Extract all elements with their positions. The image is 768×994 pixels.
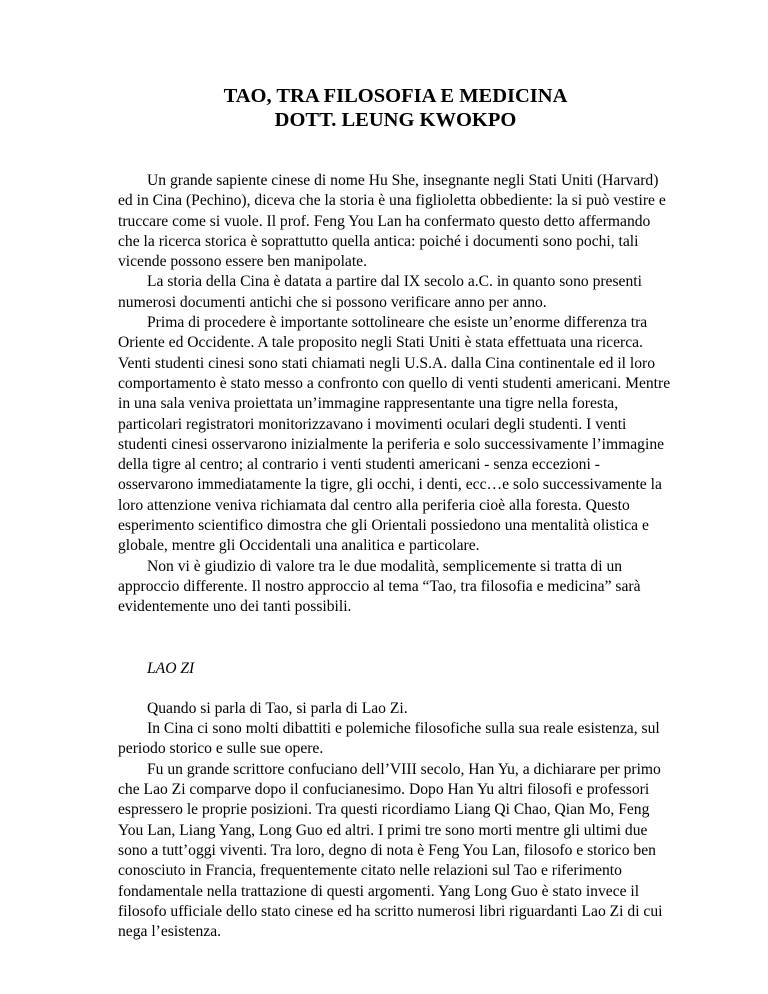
paragraph: La storia della Cina è datata a partire dal IX secolo a.C. in quanto sono presenti numerosi documenti antichi che si possono verificare anno per anno. [118, 273, 642, 311]
intro-section [118, 171, 673, 618]
paragraph: Quando si parla di Tao, si parla di Lao Zi. [147, 699, 408, 717]
paragraph: In Cina ci sono molti dibattiti e polemiche filosofiche sulla sua reale esistenza, sul periodo storico e sulle sue opere. [118, 720, 660, 758]
title-line-author: DOTT. LEUNG KWOKPO [274, 109, 517, 131]
section-heading: LAO ZI [147, 659, 195, 677]
paragraph: Fu un grande scrittore confuciano dell’VIII secolo, Han Yu, a dichiarare per primo che Lao Zi comparve dopo il confucianesimo. Dopo Han Yu altri filosofi e professori espressero le proprie posizioni. Tra questi ricordiamo Liang Qi Chao, Qian Mo, Feng You Lan, Liang Yang, Long Guo ed altri. I primi tre sono morti mentre gli ultimi due sono a tutt’oggi viventi. Tra loro, degno di nota è Feng You Lan, filosofo e storico ben conosciuto in Francia, frequentemente citato nelle relazioni sul Tao e riferimento fondamentale nella trattazione di questi argomenti. Yang Long Guo è stato invece il filosofo ufficiale dello stato cinese ed ha scritto numerosi libri riguardanti Lao Zi di cui nega l’esistenza. [118, 760, 663, 941]
paragraph: Prima di procedere è importante sottolineare che esiste un’enorme differenza tra Oriente ed Occidente. A tale proposito negli Stati Uniti è stata effettuata una ricerca. Venti studenti cinesi sono stati chiamati negli U.S.A. dalla Cina continentale ed il loro comportamento è stato messo a confronto con quello di venti studenti americani. Mentre in una sala veniva proiettata un’immagine rappresentante una tigre nella foresta, particolari registratori monitorizzavano i movimenti oculari degli studenti. I venti studenti cinesi osservarono inizialmente la periferia e solo successivamente l’immagine della tigre al centro; al contrario i venti studenti americani - senza eccezioni - osservarono immediatamente la tigre, gli occhi, i denti, ecc…e solo successivamente la loro attenzione veniva richiamata dal centro alla periferia cioè alla foresta. Questo esperimento scientifico dimostra che gli Orientali possiedono una mentalità olistica e globale, mentre gli Occidentali una analitica e particolare. [118, 314, 671, 555]
document-page [118, 84, 673, 942]
paragraph: Un grande sapiente cinese di nome Hu She, insegnante negli Stati Uniti (Harvard) ed in Cina (Pechino), diceva che la storia è una figlioletta obbediente: la si può vestire e truccare come si vuole. Il prof. Feng You Lan ha confermato questo detto affermando che la ricerca storica è soprattutto quella antica: poiché i documenti sono pochi, tali vicende possono essere ben manipolate. [118, 172, 666, 271]
document-title [110, 84, 681, 132]
paragraph: Non vi è giudizio di valore tra le due modalità, semplicemente si tratta di un approccio differente. Il nostro approccio al tema “Tao, tra filosofia e medicina” sarà evidentemente uno dei tanti possibili. [118, 557, 641, 616]
title-line-main: TAO, TRA FILOSOFIA E MEDICINA [223, 85, 568, 107]
lao-zi-section [118, 699, 673, 943]
